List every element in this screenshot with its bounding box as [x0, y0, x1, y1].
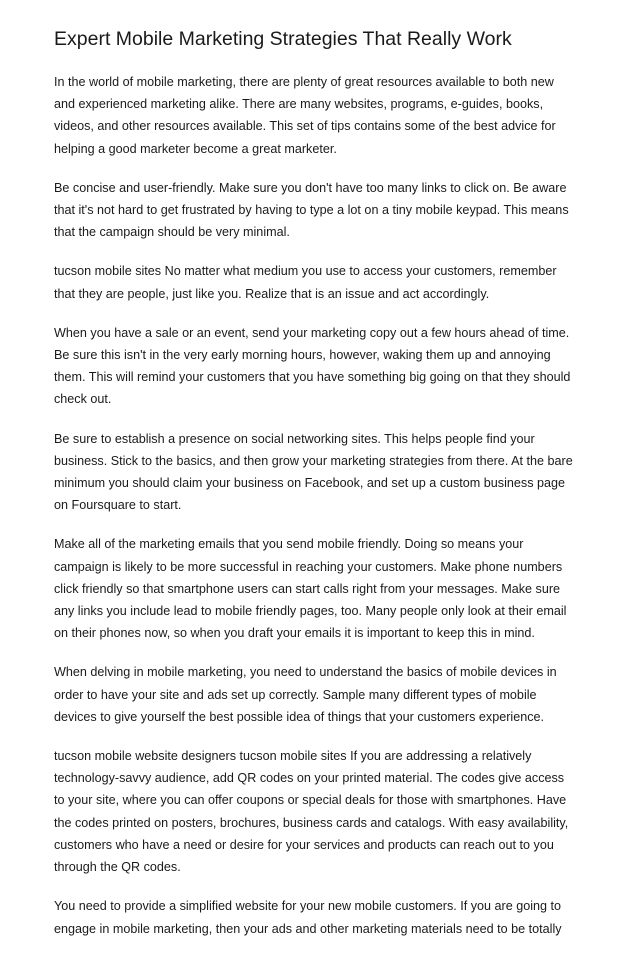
paragraph-line: tucson mobile sites No matter what medium you use to access your customers, remember	[54, 264, 557, 279]
paragraph	[54, 745, 584, 878]
paragraph	[54, 322, 584, 411]
paragraph	[54, 428, 584, 517]
paragraph-line: click friendly so that smartphone users can start calls right from your messages. Make sure	[54, 581, 561, 596]
paragraph-line: and experienced marketing alike. There are many websites, programs, e-guides, books,	[54, 97, 544, 112]
paragraph-line: that they are people, just like you. Realize that is an issue and act accordingly.	[54, 286, 490, 301]
paragraph-line: Be sure this isn't in the very early morning hours, however, waking them up and annoying	[54, 348, 551, 363]
paragraph-line: Be sure to establish a presence on social networking sites. This helps people find your	[54, 431, 535, 446]
paragraph-line: When you have a sale or an event, send your marketing copy out a few hours ahead of time.	[54, 325, 570, 340]
paragraph-line: Make all of the marketing emails that you send mobile friendly. Doing so means your	[54, 537, 524, 552]
paragraph	[54, 533, 584, 644]
paragraph-line: check out.	[54, 392, 112, 407]
paragraph	[54, 260, 584, 304]
paragraph-line: on Foursquare to start.	[54, 498, 182, 513]
document-title: Expert Mobile Marketing Strategies That Really Work	[54, 28, 512, 50]
paragraph-line: campaign is likely to be more successful in reaching your customers. Make phone numbers	[54, 559, 563, 574]
paragraph-line: to your site, where you can offer coupons or special deals for those with smartphones. Have	[54, 793, 567, 808]
paragraph-line: videos, and other resources available. This set of tips contains some of the best advice for	[54, 119, 556, 134]
paragraph-line: order to have your site and ads set up correctly. Sample many different types of mobile	[54, 687, 537, 702]
document-page	[54, 26, 584, 957]
paragraph-line: Be concise and user-friendly. Make sure you don't have too many links to click on. Be aware	[54, 180, 567, 195]
paragraph-line: You need to provide a simplified website for your new mobile customers. If you are going to	[54, 899, 562, 914]
document-body	[54, 71, 584, 940]
paragraph	[54, 71, 584, 160]
paragraph-line: on their phones now, so when you draft your emails it is important to keep this in mind.	[54, 626, 535, 641]
paragraph	[54, 895, 584, 939]
paragraph-line: the codes printed on posters, brochures, business cards and catalogs. With easy availability,	[54, 815, 569, 830]
paragraph-line: engage in mobile marketing, then your ads and other marketing materials need to be totally	[54, 921, 562, 936]
paragraph-line: them. This will remind your customers that you have something big going on that they should	[54, 370, 571, 385]
paragraph-line: technology-savvy audience, add QR codes on your printed material. The codes give access	[54, 771, 565, 786]
paragraph-line: customers who have a need or desire for your services and products can reach out to you	[54, 837, 554, 852]
paragraph-line: any links you include lead to mobile friendly pages, too. Many people only look at their email	[54, 604, 567, 619]
paragraph-line: through the QR codes.	[54, 860, 181, 875]
paragraph-line: that it's not hard to get frustrated by having to type a lot on a tiny mobile keypad. This means	[54, 203, 569, 218]
paragraph-line: In the world of mobile marketing, there are plenty of great resources available to both new	[54, 75, 554, 89]
paragraph-line: helping a good marketer become a great marketer.	[54, 141, 337, 156]
paragraph-line: devices to give yourself the best possible idea of things that your customers experience.	[54, 709, 545, 724]
paragraph	[54, 177, 584, 244]
paragraph-line: business. Stick to the basics, and then grow your marketing strategies from there. At the bare	[54, 453, 573, 468]
paragraph-line: When delving in mobile marketing, you need to understand the basics of mobile devices in	[54, 665, 557, 680]
paragraph-line: minimum you should claim your business on Facebook, and set up a custom business page	[54, 476, 566, 491]
paragraph	[54, 661, 584, 728]
paragraph-line: that the campaign should be very minimal.	[54, 225, 290, 240]
paragraph-line: tucson mobile website designers tucson mobile sites If you are addressing a relatively	[54, 749, 532, 764]
